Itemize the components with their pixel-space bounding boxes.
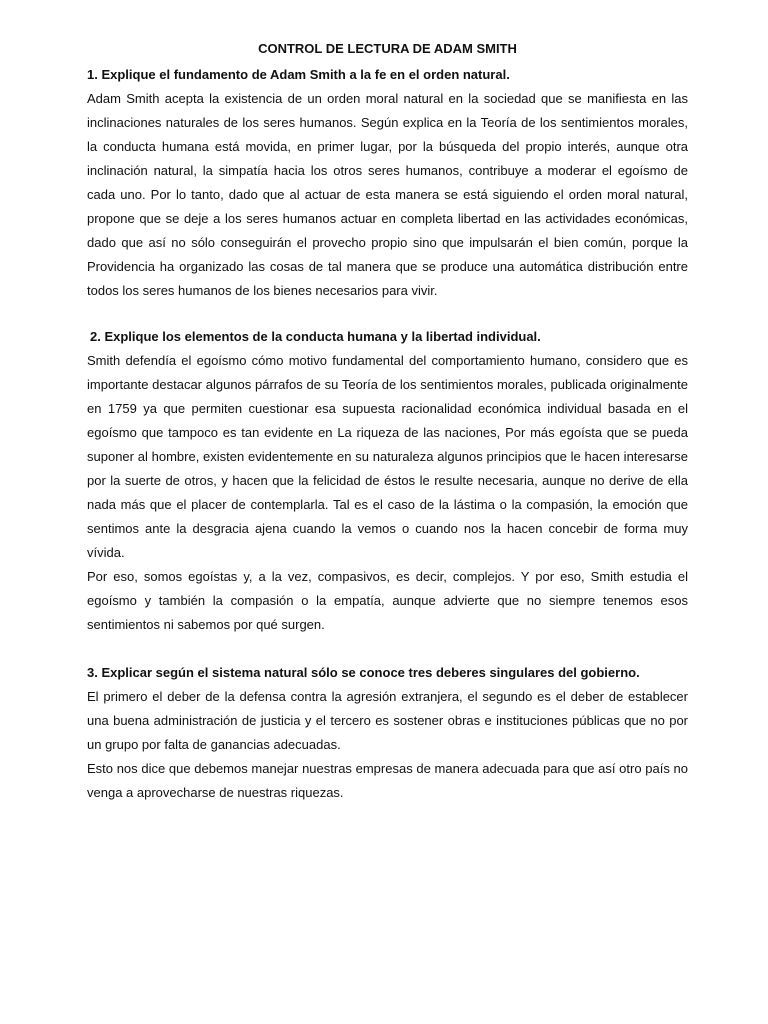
- answer-2-paragraph-1: Smith defendía el egoísmo cómo motivo fundamental del comportamiento humano, considero que es importante destacar algunos párrafos de su Teoría de los sentimientos morales, publicada originalmente en 1759 ya que permiten cuestionar esa supuesta racionalidad económica individual basada en el egoísmo que tampoco es tan evidente en La riqueza de las naciones, Por más egoísta que se pueda suponer al hombre, existen evidentemente en su naturaleza algunos principios que le hacen interesarse por la suerte de otros, y hacen que la felicidad de éstos le resulte necesaria, aunque no derive de ella nada más que el placer de contemplarla. Tal es el caso de la lástima o la compasión, la emoción que sentimos ante la desgracia ajena cuando la vemos o cuando nos la hacen concebir de forma muy vívida.: [87, 353, 688, 560]
- answer-3-paragraph-1: El primero el deber de la defensa contra la agresión extranjera, el segundo es el deber de establecer una buena administración de justicia y el tercero es sostener obras e instituciones públicas que no por un grupo por falta de ganancias adecuadas.: [87, 689, 688, 752]
- question-2: 2. Explique los elementos de la conducta humana y la libertad individual.: [90, 329, 541, 344]
- question-1: 1. Explique el fundamento de Adam Smith a la fe en el orden natural.: [87, 67, 510, 82]
- spacer: [87, 637, 688, 661]
- document-title: CONTROL DE LECTURA DE ADAM SMITH: [258, 41, 517, 56]
- answer-3-paragraph-2: Esto nos dice que debemos manejar nuestras empresas de manera adecuada para que así otro país no venga a aprovecharse de nuestras riquezas.: [87, 761, 688, 800]
- section-3: [87, 661, 688, 805]
- question-3: 3. Explicar según el sistema natural sólo se conoce tres deberes singulares del gobierno.: [87, 665, 640, 680]
- section-1: [87, 63, 688, 303]
- section-2: [87, 325, 688, 637]
- answer-1-paragraph-1: Adam Smith acepta la existencia de un orden moral natural en la sociedad que se manifiesta en las inclinaciones naturales de los seres humanos. Según explica en la Teoría de los sentimientos morales, la conducta humana está movida, en primer lugar, por la búsqueda del propio interés, aunque otra inclinación natural, la simpatía hacia los otros seres humanos, contribuye a moderar el egoísmo de cada uno. Por lo tanto, dado que al actuar de esta manera se está siguiendo el orden moral natural, propone que se deje a los seres humanos actuar en completa libertad en las actividades económicas, dado que así no sólo conseguirán el provecho propio sino que impulsarán el bien común, porque la Providencia ha organizado las cosas de tal manera que se produce una automática distribución entre todos los seres humanos de los bienes necesarios para vivir.: [87, 91, 688, 298]
- spacer: [87, 303, 688, 325]
- answer-2-paragraph-2: Por eso, somos egoístas y, a la vez, compasivos, es decir, complejos. Y por eso, Smith estudia el egoísmo y también la compasión o la empatía, aunque advierte que no siempre tenemos esos sentimientos ni sabemos por qué surgen.: [87, 569, 688, 632]
